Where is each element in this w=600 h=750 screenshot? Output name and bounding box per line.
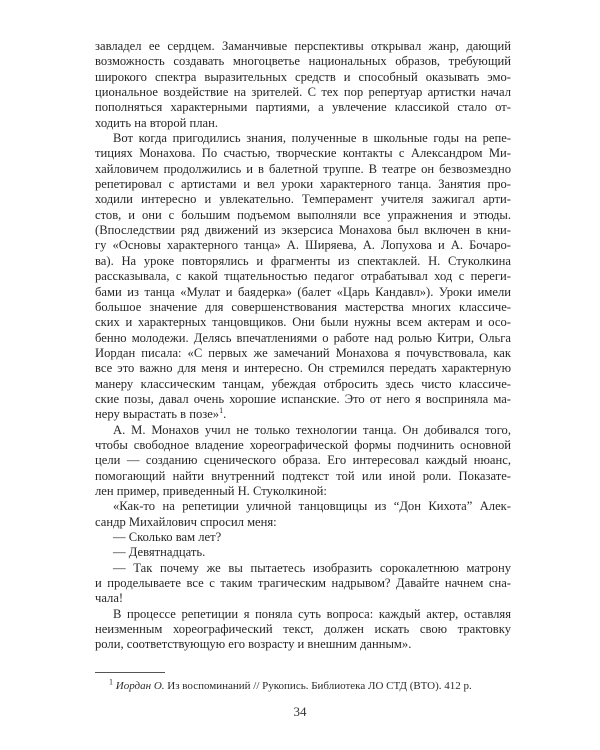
text-line: [95, 346, 511, 361]
line-text: ских и характерных танцовщиков. Они были нужны всем актерам и осо-: [95, 315, 511, 330]
paragraph: [95, 545, 511, 560]
text-line: [95, 530, 511, 545]
line-text: — Так почему же вы пытаетесь изобразить сорокалетнюю матрону: [113, 560, 511, 575]
text-line: [95, 223, 511, 238]
paragraph: [95, 607, 511, 653]
line-text: помогающий найти внутренний подтекст той или иной роли. Показате-: [95, 468, 511, 483]
line-text: В процессе репетиции я поняла суть вопроса: каждый актер, оставляя: [113, 606, 511, 621]
line-text: цели — созданию сценического образа. Его интересовал каждый нюанс,: [95, 453, 511, 468]
text-line: [95, 499, 511, 514]
text-line: [95, 192, 511, 207]
line-text: и проделываете все с таким трагическим надрывом? Давайте начнем сна-: [95, 576, 511, 591]
line-text: Вот когда пригодились знания, полученные в школьные годы на репе-: [113, 131, 511, 146]
line-text: стов, и они с большим подъемом выполняли все упражнения и этюды.: [95, 207, 511, 222]
line-text: бенно молодежи. Делясь впечатлениями о работе над ролью Китри, Ольга: [95, 330, 511, 345]
line-text: чтобы свободное владение хореографической формы подчинить основной: [95, 437, 511, 452]
text-line: [95, 484, 511, 499]
text-line: [95, 39, 511, 54]
text-line: [95, 453, 511, 468]
text-line: [95, 331, 511, 346]
text-line: [95, 100, 511, 115]
text-line: [95, 576, 511, 591]
footnote-reference[interactable]: 1: [219, 406, 224, 416]
line-text: бами из танца «Мулат и баядерка» (балет «Царь Кандавл»). Уроки имели: [95, 284, 511, 299]
line-text: Иордан писала: «С первых же замечаний Монахова я почувствовала, как: [95, 345, 511, 360]
text-line: [95, 300, 511, 315]
text-line: [95, 392, 511, 407]
text-line: [95, 162, 511, 177]
line-text: гу «Основы характерного танца» А. Ширяева, А. Лопухова и А. Бочаро-: [95, 238, 511, 253]
line-text: циональное воздействие на зрителей. С тех пор репертуар артистки начал: [95, 85, 511, 100]
line-text: — Девятнадцать.: [113, 545, 206, 560]
text-line: [95, 238, 511, 253]
paragraph: [95, 39, 511, 131]
text-line: [95, 254, 511, 269]
line-text: чала!: [95, 591, 124, 606]
line-text: ходить на второй план.: [95, 115, 219, 130]
text-line: [95, 85, 511, 100]
text-line: [95, 177, 511, 192]
text-line: [95, 315, 511, 330]
line-text: рассказывала, с какой тщательностью педагог отрабатывал ход с переги-: [95, 269, 511, 284]
text-line: [95, 208, 511, 223]
line-text: хайловичем продолжились и в балетной труппе. В театре он безвозмездно: [95, 161, 511, 176]
line-text: «Как-то на репетиции уличной танцовщицы из “Дон Кихота” Алек-: [113, 499, 511, 514]
line-text: роли, соответствующую его возрасту и внешним данным».: [95, 637, 412, 652]
paragraph: [95, 499, 511, 530]
text-line: [95, 545, 511, 560]
text-line: [95, 116, 511, 131]
text-line: неру вырастать в позе»$^1$.: [95, 406, 227, 422]
text-line: [95, 285, 511, 300]
line-text: ходили интересно и увлекательно. Темперамент учителя зажигал арти-: [95, 192, 511, 207]
text-line: [95, 423, 511, 438]
line-text: завладел ее сердцем. Заманчивые перспективы открывал жанр, дающий: [95, 39, 511, 53]
line-text: неизменным хореографический текст, должен искать свою трактовку: [95, 622, 511, 637]
line-text: большое значение для совершенствования мастерства многих классиче-: [95, 299, 511, 314]
footnote: [95, 677, 511, 692]
line-text: неру вырастать в позе»: [95, 407, 220, 422]
line-text: А. М. Монахов учил не только технологии танца. Он добивался того,: [113, 422, 511, 437]
text-line: [95, 591, 511, 606]
footnote-text: Из воспоминаний // Рукопись. Библиотека ЛО СТД (ВТО). 412 р.: [164, 680, 472, 692]
paragraph: [95, 423, 511, 500]
text-line: [95, 438, 511, 453]
text-line: [95, 637, 511, 652]
text-line: [95, 131, 511, 146]
line-text: все это важно для меня и интересно. Он стремился передать характерную: [95, 361, 511, 376]
line-text: манеру классическим танцам, убеждая отбросить здесь чисто классиче-: [95, 376, 511, 391]
line-text: тициях Монахова. По счастью, творческие контакты с Александром Ми-: [95, 146, 511, 161]
text-line: [95, 146, 511, 161]
text-line: [95, 622, 511, 637]
text-line: [95, 54, 511, 69]
text-line: [95, 561, 511, 576]
text-line: [95, 469, 511, 484]
footnote-author: Иордан О.: [115, 680, 165, 692]
line-text: лен пример, приведенный Н. Стуколкиной:: [95, 483, 327, 498]
line-text: ские позы, давал очень хорошие испанские. Это от него я восприняла ма-: [95, 391, 511, 406]
paragraph: [95, 561, 511, 607]
body-text: [95, 39, 511, 653]
page-number: 34: [293, 704, 307, 719]
line-text: пополняться характерными партиями, а увлечение классикой стало от-: [95, 100, 511, 115]
line-text: возможность создавать многоцветье национальных образов, требующий: [95, 54, 511, 69]
line-text: (Впоследствии ряд движений из экзерсиса Монахова был включен в кни-: [95, 223, 511, 238]
text-line: [95, 361, 511, 376]
text-line: [95, 515, 511, 530]
text-line: [95, 377, 511, 392]
line-text: ва). На уроке повторялись и фрагменты из спектаклей. Н. Стуколкина: [95, 253, 511, 268]
footnote-divider: [95, 672, 165, 673]
line-text: широкого спектра выразительных средств и способный оказывать эмо-: [95, 69, 511, 84]
text-line: [95, 70, 511, 85]
line-text: сандр Михайлович спросил меня:: [95, 514, 277, 529]
paragraph: [95, 530, 511, 545]
footnote-number: 1: [109, 677, 113, 687]
line-text: — Сколько вам лет?: [113, 530, 222, 544]
text-line: [95, 269, 511, 284]
text-line: [95, 607, 511, 622]
paragraph: [95, 131, 511, 423]
line-text: репетировал с артистами и вел уроки характерного танца. Занятия про-: [95, 177, 511, 192]
